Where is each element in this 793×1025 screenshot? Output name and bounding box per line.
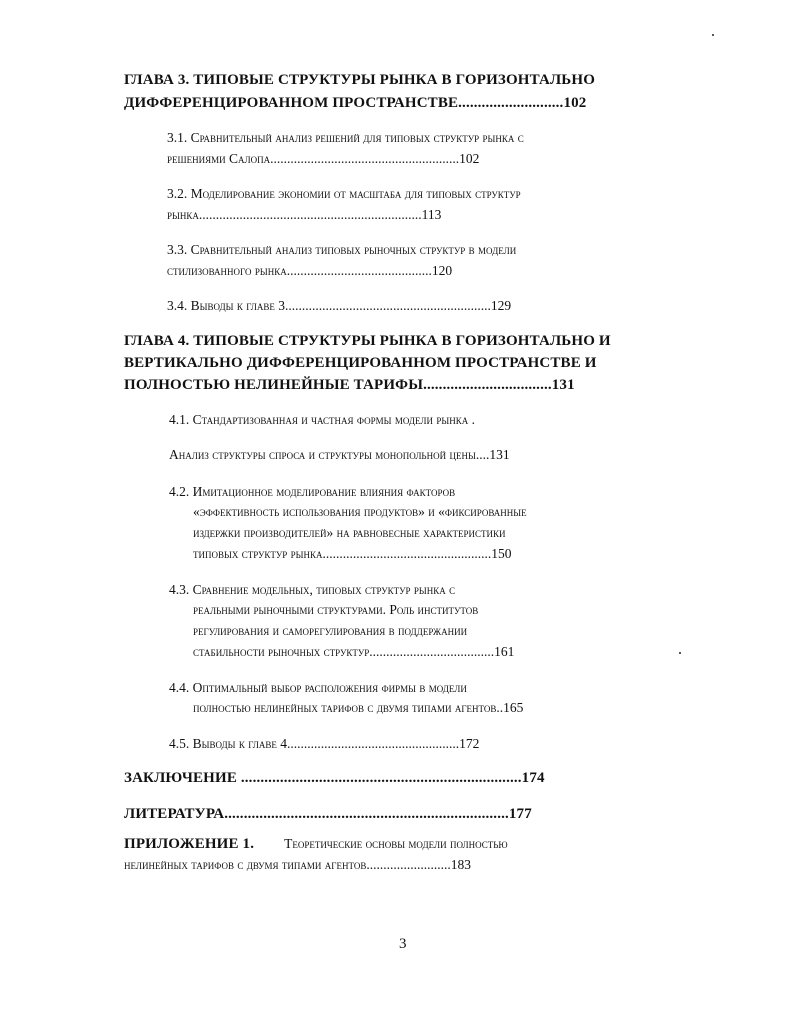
- section-4-4-line-2: полностью нелинейных тарифов с двумя типами агентов..165: [193, 700, 524, 715]
- chapter-4-title-line-3: ПОЛНОСТЬЮ НЕЛИНЕЙНЫЕ ТАРИФЫ.................................131: [124, 377, 575, 393]
- section-4-5-line-1: 4.5. Выводы к главе 4...................................................172: [169, 736, 480, 751]
- scan-speck: [679, 652, 681, 654]
- section-4-2-line-3: издержки производителей» на равновесные характеристики: [193, 525, 506, 540]
- section-4-1-line-1: 4.1. Стандартизованная и частная формы модели рынка .: [169, 412, 476, 427]
- literature-entry: ЛИТЕРАТУРА.........................................................................177: [124, 806, 532, 822]
- section-3-1-line-2: решениями Салопа........................................................102: [167, 151, 480, 166]
- section-3-4-line-1: 3.4. Выводы к главе 3.............................................................129: [167, 298, 512, 313]
- section-4-4-line-1: 4.4. Оптимальный выбор расположения фирмы в модели: [169, 680, 467, 695]
- section-4-1-line-2: Анализ структуры спроса и структуры монопольной цены....131: [169, 447, 510, 462]
- page-number: 3: [399, 936, 407, 952]
- section-3-3-line-1: 3.3. Сравнительный анализ типовых рыночных структур в модели: [167, 242, 517, 257]
- scan-speck: [712, 34, 714, 36]
- conclusion-entry: ЗАКЛЮЧЕНИЕ ........................................................................174: [124, 770, 545, 786]
- chapter-3-title-line-1: ГЛАВА 3. ТИПОВЫЕ СТРУКТУРЫ РЫНКА В ГОРИЗОНТАЛЬНО: [124, 72, 596, 88]
- section-3-2-line-1: 3.2. Моделирование экономии от масштаба для типовых структур: [167, 186, 521, 201]
- section-4-2-line-2: «эффективность использования продуктов» и «фиксированные: [193, 504, 527, 519]
- chapter-3-title-line-2: ДИФФЕРЕНЦИРОВАННОМ ПРОСТРАНСТВЕ...........................102: [124, 95, 587, 111]
- section-4-2-line-1: 4.2. Имитационное моделирование влияния факторов: [169, 484, 456, 499]
- appendix-line-2: нелинейных тарифов с двумя типами агентов.........................183: [124, 857, 471, 872]
- section-4-3-line-2: реальными рыночными структурами. Роль институтов: [193, 602, 479, 617]
- section-4-3-line-4: стабильности рыночных структур.....................................161: [193, 644, 515, 659]
- section-4-2-line-4: типовых структур рынка..................................................150: [193, 546, 512, 561]
- appendix-line-1: [124, 834, 508, 854]
- section-4-3-line-3: регулирования и саморегулирования в поддержании: [193, 623, 468, 638]
- appendix-title-start: Теоретические основы модели полностью: [284, 836, 508, 851]
- section-3-3-line-2: стилизованного рынка...........................................120: [167, 263, 453, 278]
- section-3-2-line-2: рынка..................................................................113: [167, 207, 442, 222]
- section-4-3-line-1: 4.3. Сравнение модельных, типовых структур рынка с: [169, 582, 456, 597]
- section-3-1-line-1: 3.1. Сравнительный анализ решений для типовых структур рынка с: [167, 130, 524, 145]
- appendix-label: ПРИЛОЖЕНИЕ 1.: [124, 836, 255, 852]
- chapter-4-title-line-2: ВЕРТИКАЛЬНО ДИФФЕРЕНЦИРОВАННОМ ПРОСТРАНСТВЕ И: [124, 355, 597, 371]
- chapter-4-title-line-1: ГЛАВА 4. ТИПОВЫЕ СТРУКТУРЫ РЫНКА В ГОРИЗОНТАЛЬНО И: [124, 333, 611, 349]
